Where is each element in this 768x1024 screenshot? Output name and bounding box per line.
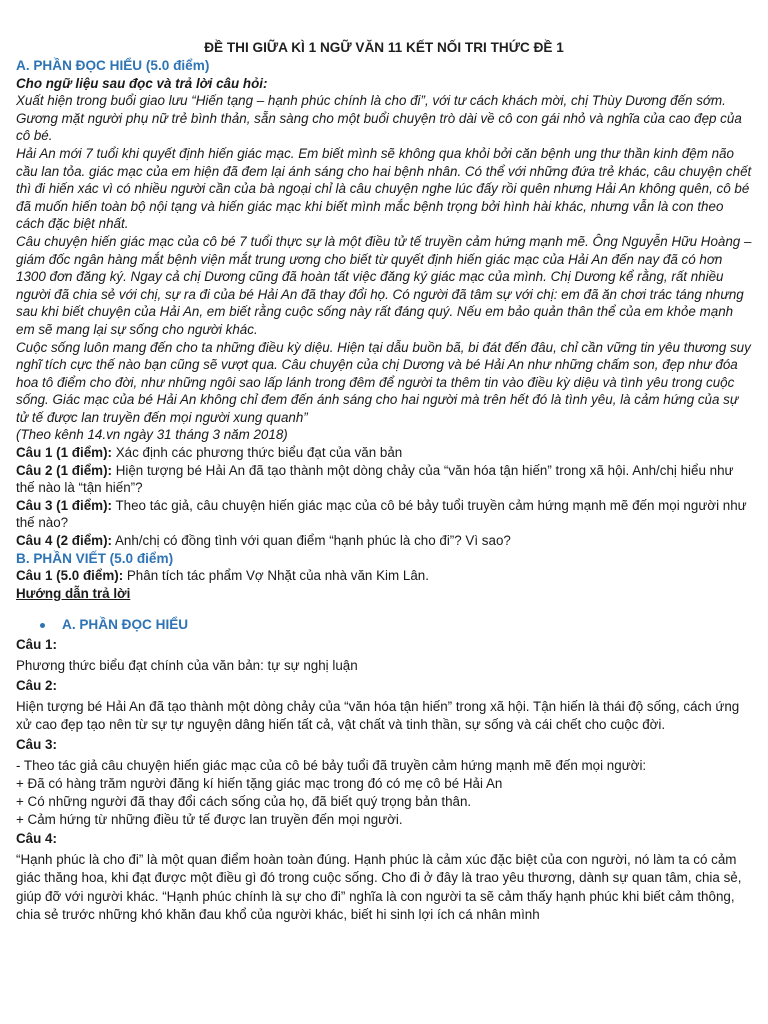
- document-page: [16, 0, 752, 924]
- passage-paragraph-3: Câu chuyện hiến giác mạc của cô bé 7 tuổi thực sự là một điều tử tế truyền cảm hứng mạnh mẽ. Ông Nguyễn Hữu Hoàng – giám đốc ngân hàng mắt bệnh viện mắt trung ương cho biết từ quyết định hiến giác mạc của Hải An đến nay đã có hơn 1300 đơn đăng ký. Ngay cả chị Dương cũng đã hoàn tất việc đăng ký giác mạc của mình. Chị Dương kể rằng, rất nhiều người đã chia sẻ với chị, sự ra đi của bé Hải An đã thay đổi họ. Có người đã tâm sự với chị: em đã ăn chơi trác táng nhưng sau khi biết chuyện của Hải An, em biết rằng cuộc sống này rất đáng quý. Nếu em bảo quản thân thể của em khỏe mạnh em sẽ mang lại sự sống cho người khác.: [16, 233, 752, 337]
- answer-3-line-3: + Có những người đã thay đổi cách sống của họ, đã biết quý trọng bản thân.: [16, 794, 472, 809]
- guide-section-heading: [40, 616, 752, 634]
- answer-guide-heading: Hướng dẫn trả lời: [16, 585, 131, 601]
- question-2: [16, 462, 752, 497]
- writing-question: [16, 567, 752, 585]
- answer-3-line-1: - Theo tác giả câu chuyện hiến giác mạc của cô bé bảy tuổi đã truyền cảm hứng mạnh mẽ đến mọi người:: [16, 758, 647, 773]
- answer-1-line-1: Phương thức biểu đạt chính của văn bản: tự sự nghị luận: [16, 657, 358, 673]
- question-2-text: Hiện tượng bé Hải An đã tạo thành một dòng chảy của “văn hóa tận hiến” trong xã hội. Anh/chị hiểu như thế nào là “tận hiến”?: [16, 462, 734, 496]
- answer-4-line-1: “Hạnh phúc là cho đi” là một quan điểm hoàn toàn đúng. Hạnh phúc là cảm xúc đặc biệt của con người, nó làm ta có cảm giác thăng hoa, khi đạt được một điều gì đó trong cuộc sống. Cho đi ở đây là trao yêu thương, dành sự quan tâm, chia sẻ, giúp đỡ với người khác. “Hạnh phúc chính là sự cho đi” nghĩa là con người ta sẽ cảm thấy hạnh phúc khi biết cảm thông, chia sẻ trước những khó khăn đau khổ của người khác, biết hi sinh lợi ích cá nhân mình: [16, 851, 742, 922]
- passage-paragraph-4: Cuộc sống luôn mang đến cho ta những điều kỳ diệu. Hiện tại dẫu buồn bã, bi đát đến đâu, chỉ cần vững tin yêu thương suy nghĩ tích cực thế nào bạn cũng sẽ vượt qua. Câu chuyện của chị Dương và bé Hải An như những chấm son, đẹp như đóa hoa tô điểm cho đời, như những ngôi sao lấp lánh trong đêm để người ta thêm tin vào điều kỳ diệu và tình yêu trong cuộc sống. Giác mạc của bé Hải An không chỉ đem đến ánh sáng cho hai người mà trên hết đó là tình yêu, là cảm hứng của sự tử tế được lan truyền đến mọi người xung quanh”: [16, 339, 751, 425]
- answer-2-label: Câu 2:: [16, 678, 57, 693]
- question-1-text: Xác định các phương thức biểu đạt của văn bản: [111, 445, 403, 461]
- passage-source: (Theo kênh 14.vn ngày 31 tháng 3 năm 2018): [16, 427, 288, 443]
- answer-3-label: Câu 3:: [16, 737, 57, 753]
- section-b-heading: B. PHẦN VIẾT (5.0 điểm): [16, 550, 174, 566]
- passage-paragraph-1: Xuất hiện trong buổi giao lưu “Hiến tạng – hạnh phúc chính là cho đi”, với tư cách khách mời, chị Thùy Dương đến sớm. Gương mặt người phụ nữ trẻ bình thản, sẵn sàng cho một buổi chuyện trò dài về cô con gái nhỏ và nghĩa của cao đẹp của cô bé.: [16, 93, 742, 144]
- answer-2-line-1: Hiện tượng bé Hải An đã tạo thành một dòng chảy của “văn hóa tận hiến” trong xã hội. Tận hiến là thái độ sống, cách ứng xử cao đẹp tạo nên từ sự tự nguyện dâng hiến tất cả, vật chất và tinh thần, sự sống và cái chết cho cuộc đời.: [16, 698, 740, 732]
- document-title: ĐỀ THI GIỮA KÌ 1 NGỮ VĂN 11 KẾT NỐI TRI THỨC ĐỀ 1: [204, 40, 564, 55]
- reading-instruction: Cho ngữ liệu sau đọc và trả lời câu hỏi:: [16, 75, 268, 91]
- writing-question-label: Câu 1 (5.0 điểm):: [16, 568, 124, 584]
- question-4-label: Câu 4 (2 điểm):: [16, 533, 112, 549]
- question-2-label: Câu 2 (1 điểm):: [16, 462, 112, 478]
- answer-3-line-4: + Cảm hứng từ những điều tử tế được lan truyền đến mọi người.: [16, 811, 403, 827]
- answer-3-line-2: + Đã có hàng trăm người đăng kí hiến tặng giác mạc trong đó có mẹ cô bé Hải An: [16, 776, 503, 792]
- answer-4-label: Câu 4:: [16, 831, 57, 847]
- passage-paragraph-2: Hải An mới 7 tuổi khi quyết định hiến giác mạc. Em biết mình sẽ không qua khỏi bởi căn bệnh ung thư thần kinh đệm não cầu lan tỏa. giác mạc của em hiện đã đem lại ánh sáng cho hai bệnh nhân. Có thể với những đứa trẻ khác, câu chuyện chết thì đi hiến xác vì có nhiều người cần của bà ngoại chỉ là câu chuyện nghe lúc đấy rồi quên nhưng Hải An không quên, cô bé đã muốn hiến toàn bộ nội tạng và hiến giác mạc khi biết mình mắc bệnh trọng bởi hình hài khác, nhưng vẫn là con theo cách đặc biệt nhất.: [16, 145, 752, 232]
- writing-question-text: Phân tích tác phẩm Vợ Nhặt của nhà văn Kim Lân.: [123, 568, 429, 584]
- question-4: [16, 532, 752, 550]
- section-a-heading: A. PHẦN ĐỌC HIỂU (5.0 điểm): [16, 58, 210, 73]
- question-4-text: Anh/chị có đồng tình với quan điểm “hạnh phúc là cho đi”? Vì sao?: [111, 533, 511, 549]
- question-1: [16, 444, 752, 462]
- bullet-dot-icon: [40, 623, 45, 628]
- question-1-label: Câu 1 (1 điểm):: [16, 445, 112, 461]
- question-3-label: Câu 3 (1 điểm):: [16, 497, 112, 513]
- question-3: [16, 497, 752, 532]
- question-3-text: Theo tác giả, câu chuyện hiến giác mạc của cô bé bảy tuổi truyền cảm hứng mạnh mẽ đến mọi người như thế nào?: [16, 497, 747, 531]
- answer-1-label: Câu 1:: [16, 637, 57, 652]
- guide-section-heading-label: A. PHẦN ĐỌC HIỂU: [62, 617, 189, 633]
